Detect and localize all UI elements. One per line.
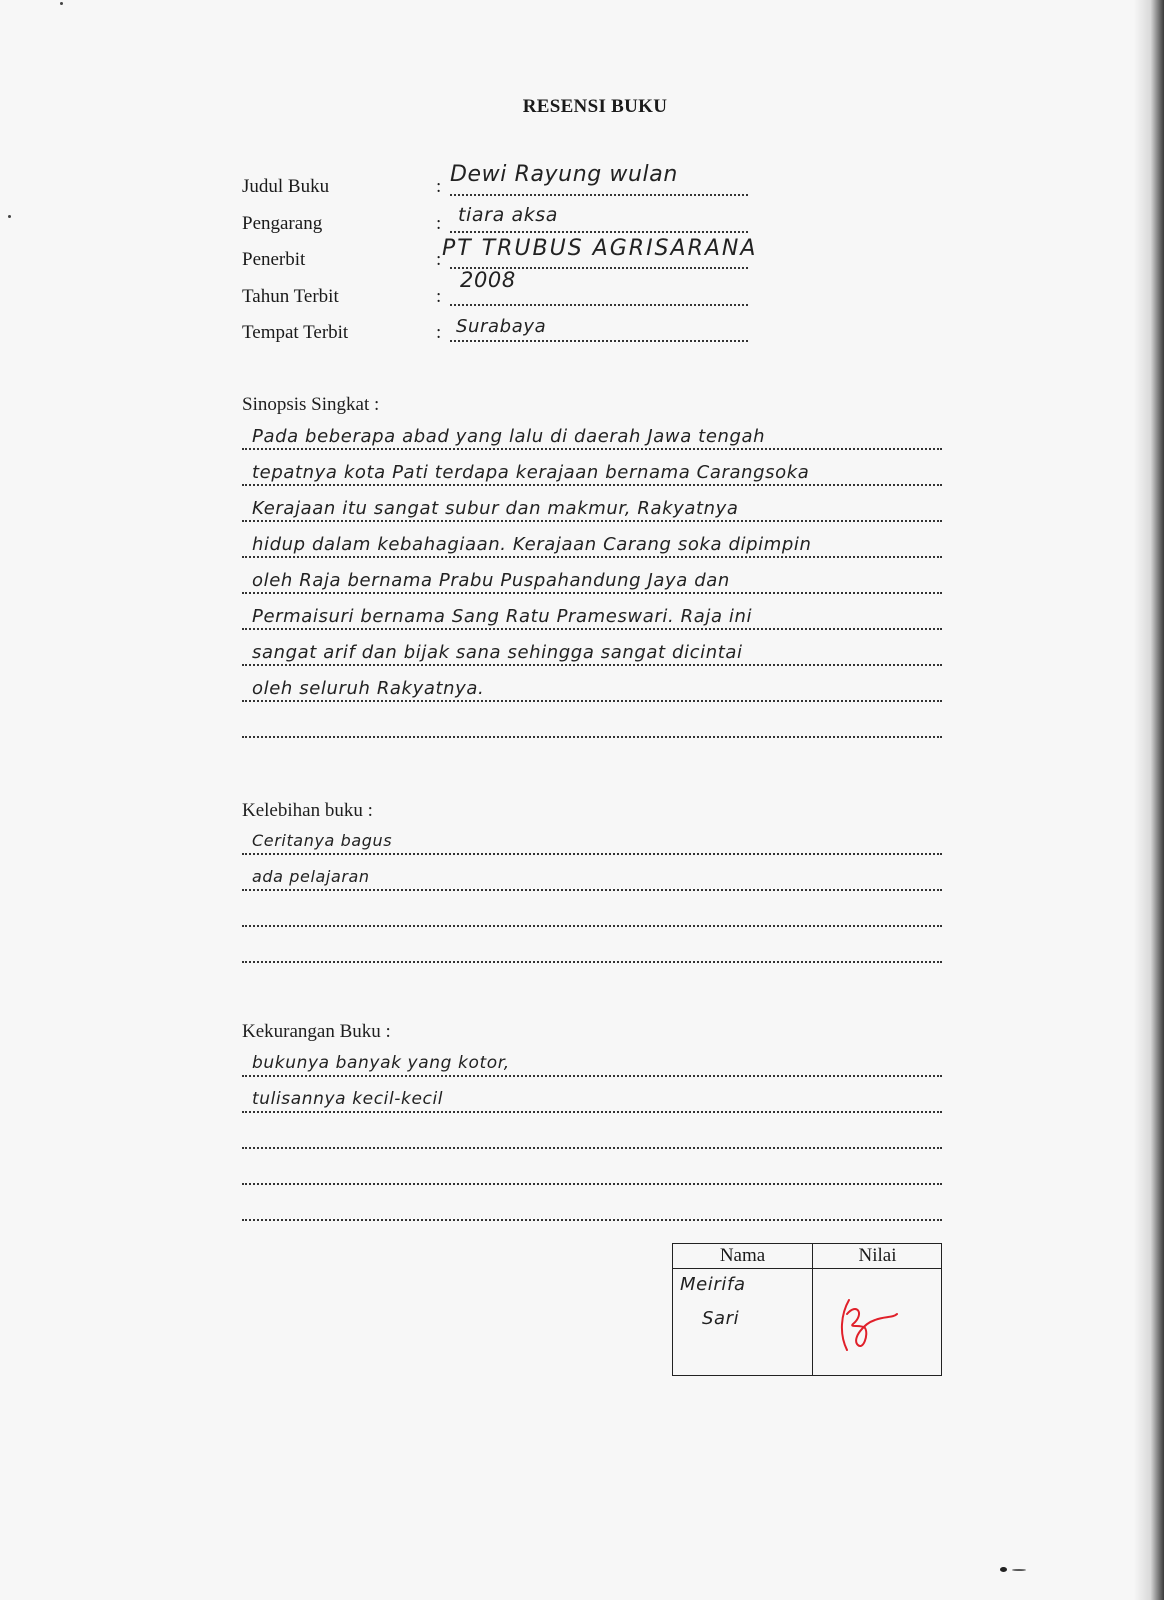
- handwritten-place: Surabaya: [456, 316, 547, 337]
- field-dotted-line: [450, 194, 748, 196]
- dotted-writing-line: [242, 700, 942, 702]
- disadvantages-label: Kekurangan Buku :: [242, 1021, 391, 1042]
- dotted-writing-line: [242, 1219, 942, 1221]
- dotted-writing-line: [242, 1147, 942, 1149]
- scan-speck: [8, 215, 11, 218]
- handwritten-line: tulisannya kecil-kecil: [252, 1089, 444, 1109]
- field-colon: :: [436, 176, 442, 197]
- dotted-writing-line: [242, 448, 942, 450]
- dotted-writing-line: [242, 628, 942, 630]
- handwritten-student-name-line1: Meirifa: [680, 1274, 746, 1295]
- field-dotted-line: [450, 304, 748, 306]
- table-header-divider: [673, 1268, 941, 1269]
- advantages-label: Kelebihan buku :: [242, 800, 373, 821]
- teacher-signature-icon: [835, 1294, 905, 1354]
- handwritten-publisher: PT TRUBUS AGRISARANA: [442, 236, 758, 261]
- handwritten-line: Kerajaan itu sangat subur dan makmur, Rakyatnya: [252, 498, 739, 519]
- handwritten-line: tepatnya kota Pati terdapa kerajaan bernama Carangsoka: [252, 462, 810, 483]
- dotted-writing-line: [242, 889, 942, 891]
- field-colon: :: [436, 286, 442, 307]
- dotted-writing-line: [242, 1111, 942, 1113]
- page-title: RESENSI BUKU: [522, 96, 668, 117]
- field-label: Tempat Terbit: [242, 322, 349, 343]
- handwritten-line: oleh Raja bernama Prabu Puspahandung Jaya dan: [252, 570, 730, 591]
- dotted-writing-line: [242, 1075, 942, 1077]
- dotted-writing-line: [242, 961, 942, 963]
- field-label: Tahun Terbit: [242, 286, 339, 307]
- handwritten-line: hidup dalam kebahagiaan. Kerajaan Carang soka dipimpin: [252, 534, 812, 555]
- dotted-writing-line: [242, 592, 942, 594]
- field-dotted-line: [450, 340, 748, 342]
- handwritten-line: oleh seluruh Rakyatnya.: [252, 678, 485, 699]
- field-colon: :: [436, 322, 442, 343]
- field-label: Judul Buku: [242, 176, 330, 197]
- handwritten-student-name-line2: Sari: [702, 1308, 740, 1329]
- handwritten-line: Pada beberapa abad yang lalu di daerah Jawa tengah: [252, 426, 766, 447]
- table-header-name: Nama: [719, 1245, 766, 1266]
- handwritten-year: 2008: [460, 268, 516, 292]
- handwritten-book-title: Dewi Rayung wulan: [450, 162, 678, 187]
- field-colon: :: [436, 213, 442, 234]
- dotted-writing-line: [242, 853, 942, 855]
- dotted-writing-line: [242, 556, 942, 558]
- dotted-writing-line: [242, 484, 942, 486]
- dotted-writing-line: [242, 520, 942, 522]
- handwritten-line: bukunya banyak yang kotor,: [252, 1053, 510, 1073]
- scan-speck: [1012, 1569, 1026, 1571]
- scan-speck: [1000, 1567, 1007, 1572]
- handwritten-line: ada pelajaran: [252, 867, 370, 886]
- field-dotted-line: [450, 231, 748, 233]
- dotted-writing-line: [242, 1183, 942, 1185]
- table-header-score: Nilai: [858, 1245, 897, 1266]
- field-label: Penerbit: [242, 249, 306, 270]
- dotted-writing-line: [242, 664, 942, 666]
- handwritten-author: tiara aksa: [458, 204, 559, 226]
- handwritten-line: sangat arif dan bijak sana sehingga sangat dicintai: [252, 642, 743, 663]
- scan-speck: [60, 2, 63, 5]
- field-colon: :: [436, 249, 442, 270]
- handwritten-line: Permaisuri bernama Sang Ratu Prameswari. Raja ini: [252, 606, 753, 627]
- dotted-writing-line: [242, 925, 942, 927]
- synopsis-label: Sinopsis Singkat :: [242, 394, 380, 415]
- page-edge-shadow: [1134, 0, 1164, 1600]
- handwritten-line: Ceritanya bagus: [252, 831, 393, 850]
- field-label: Pengarang: [242, 213, 323, 234]
- dotted-writing-line: [242, 736, 942, 738]
